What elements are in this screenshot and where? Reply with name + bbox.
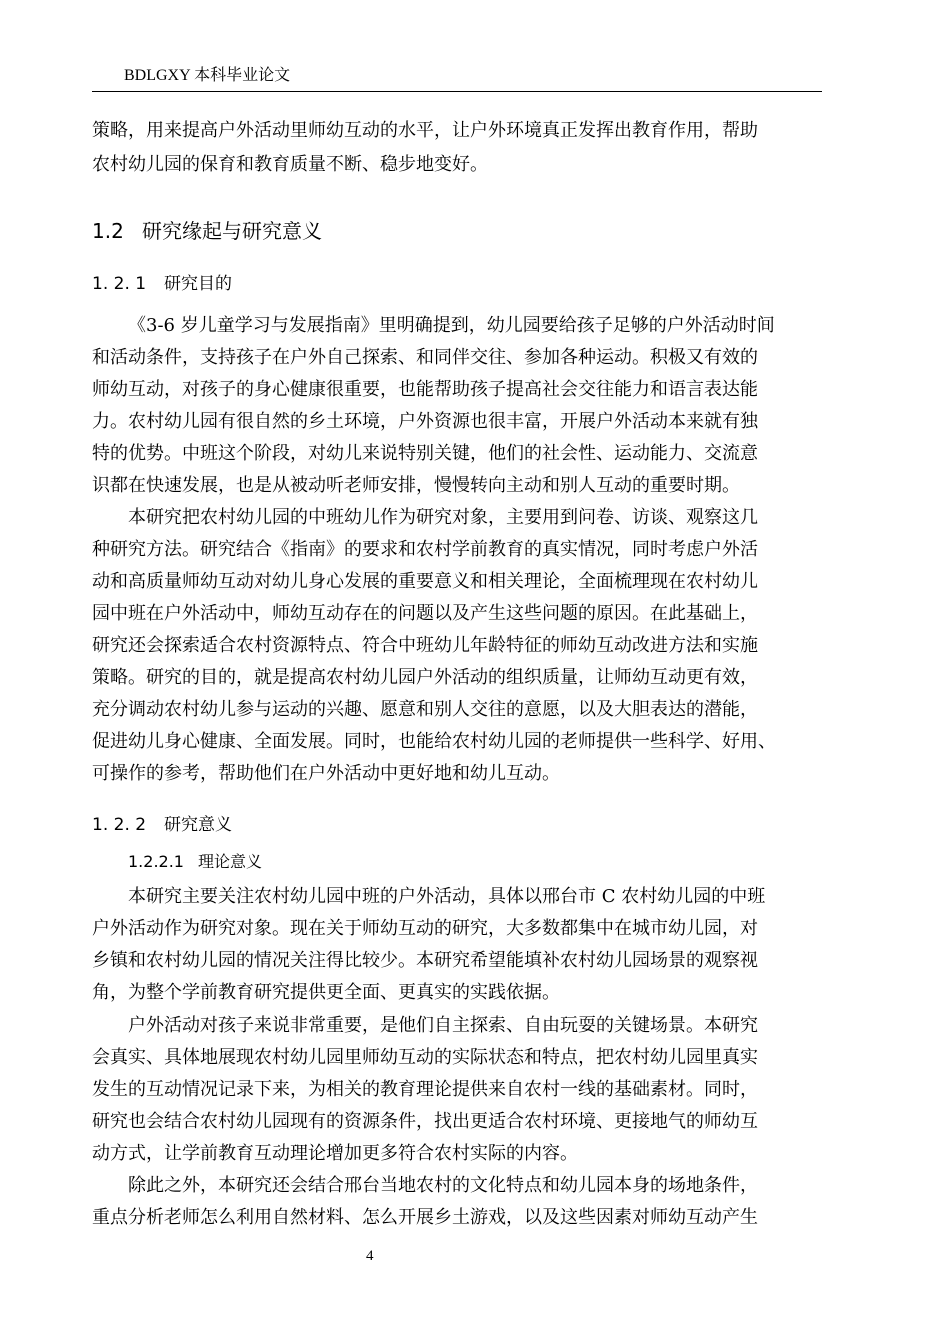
text-line: 动方式，让学前教育互动理论增加更多符合农村实际的内容。 bbox=[92, 1143, 578, 1164]
text-line: 可操作的参考，帮助他们在户外活动中更好地和幼儿互动。 bbox=[92, 763, 560, 784]
text-line: 本研究把农村幼儿园的中班幼儿作为研究对象，主要用到问卷、访谈、观察这几 bbox=[128, 507, 758, 528]
subsection-number: 1. 2. 2 bbox=[92, 815, 147, 835]
subsection-heading-1-2-1 bbox=[92, 271, 232, 297]
text-line: 重点分析老师怎么利用自然材料、怎么开展乡土游戏，以及这些因素对师幼互动产生 bbox=[92, 1207, 758, 1228]
text-line: 角，为整个学前教育研究提供更全面、更真实的实践依据。 bbox=[92, 982, 560, 1003]
text-line: 乡镇和农村幼儿园的情况关注得比较少。本研究希望能填补农村幼儿园场景的观察视 bbox=[92, 950, 758, 971]
text-line: 本研究主要关注农村幼儿园中班的户外活动，具体以邢台市 C 农村幼儿园的中班 bbox=[128, 886, 766, 907]
text-line: 户外活动作为研究对象。现在关于师幼互动的研究，大多数都集中在城市幼儿园，对 bbox=[92, 918, 758, 939]
text-line: 充分调动农村幼儿参与运动的兴趣、愿意和别人交往的意愿，以及大胆表达的潜能， bbox=[92, 699, 758, 720]
section-heading-1-2 bbox=[92, 217, 322, 245]
text-line: 除此之外，本研究还会结合邢台当地农村的文化特点和幼儿园本身的场地条件， bbox=[128, 1175, 758, 1196]
text-line: 种研究方法。研究结合《指南》的要求和农村学前教育的真实情况，同时考虑户外活 bbox=[92, 539, 758, 560]
text-line: 《3-6 岁儿童学习与发展指南》里明确提到，幼儿园要给孩子足够的户外活动时间 bbox=[128, 315, 775, 336]
header-rule bbox=[92, 91, 822, 92]
section-title: 研究缘起与研究意义 bbox=[142, 219, 322, 243]
subsubsection-heading-1-2-2-1 bbox=[128, 849, 262, 875]
text-line: 园中班在户外活动中，师幼互动存在的问题以及产生这些问题的原因。在此基础上， bbox=[92, 603, 758, 624]
text-line: 会真实、具体地展现农村幼儿园里师幼互动的实际状态和特点，把农村幼儿园里真实 bbox=[92, 1047, 758, 1068]
subsubsection-title: 理论意义 bbox=[198, 852, 263, 871]
subsection-title: 研究目的 bbox=[164, 274, 232, 294]
page-number: 4 bbox=[366, 1248, 374, 1264]
text-line: 研究还会探索适合农村资源特点、符合中班幼儿年龄特征的师幼互动改进方法和实施 bbox=[92, 635, 758, 656]
text-line: 研究也会结合农村幼儿园现有的资源条件，找出更适合农村环境、更接地气的师幼互 bbox=[92, 1111, 758, 1132]
text-line: 策略。研究的目的，就是提高农村幼儿园户外活动的组织质量，让师幼互动更有效， bbox=[92, 667, 758, 688]
text-line: 户外活动对孩子来说非常重要，是他们自主探索、自由玩耍的关键场景。本研究 bbox=[128, 1015, 758, 1036]
subsection-number: 1. 2. 1 bbox=[92, 274, 147, 294]
text-line: 识都在快速发展，也是从被动听老师安排，慢慢转向主动和别人互动的重要时期。 bbox=[92, 475, 740, 496]
text-line: 农村幼儿园的保育和教育质量不断、稳步地变好。 bbox=[92, 154, 488, 175]
subsection-title: 研究意义 bbox=[164, 815, 232, 835]
section-number: 1.2 bbox=[92, 219, 124, 243]
text-line: 促进幼儿身心健康、全面发展。同时，也能给农村幼儿园的老师提供一些科学、好用、 bbox=[92, 731, 776, 752]
text-line: 特的优势。中班这个阶段，对幼儿来说特别关键，他们的社会性、运动能力、交流意 bbox=[92, 443, 758, 464]
subsection-heading-1-2-2 bbox=[92, 812, 232, 838]
text-line: 师幼互动，对孩子的身心健康很重要，也能帮助孩子提高社会交往能力和语言表达能 bbox=[92, 379, 758, 400]
text-line: 和活动条件，支持孩子在户外自己探索、和同伴交往、参加各种运动。积极又有效的 bbox=[92, 347, 758, 368]
text-line: 策略，用来提高户外活动里师幼互动的水平，让户外环境真正发挥出教育作用，帮助 bbox=[92, 120, 758, 141]
running-header: BDLGXY 本科毕业论文 bbox=[124, 67, 291, 84]
subsubsection-number: 1.2.2.1 bbox=[128, 852, 184, 871]
text-line: 力。农村幼儿园有很自然的乡土环境，户外资源也很丰富，开展户外活动本来就有独 bbox=[92, 411, 758, 432]
text-line: 发生的互动情况记录下来，为相关的教育理论提供来自农村一线的基础素材。同时， bbox=[92, 1079, 758, 1100]
text-line: 动和高质量师幼互动对幼儿身心发展的重要意义和相关理论，全面梳理现在农村幼儿 bbox=[92, 571, 758, 592]
